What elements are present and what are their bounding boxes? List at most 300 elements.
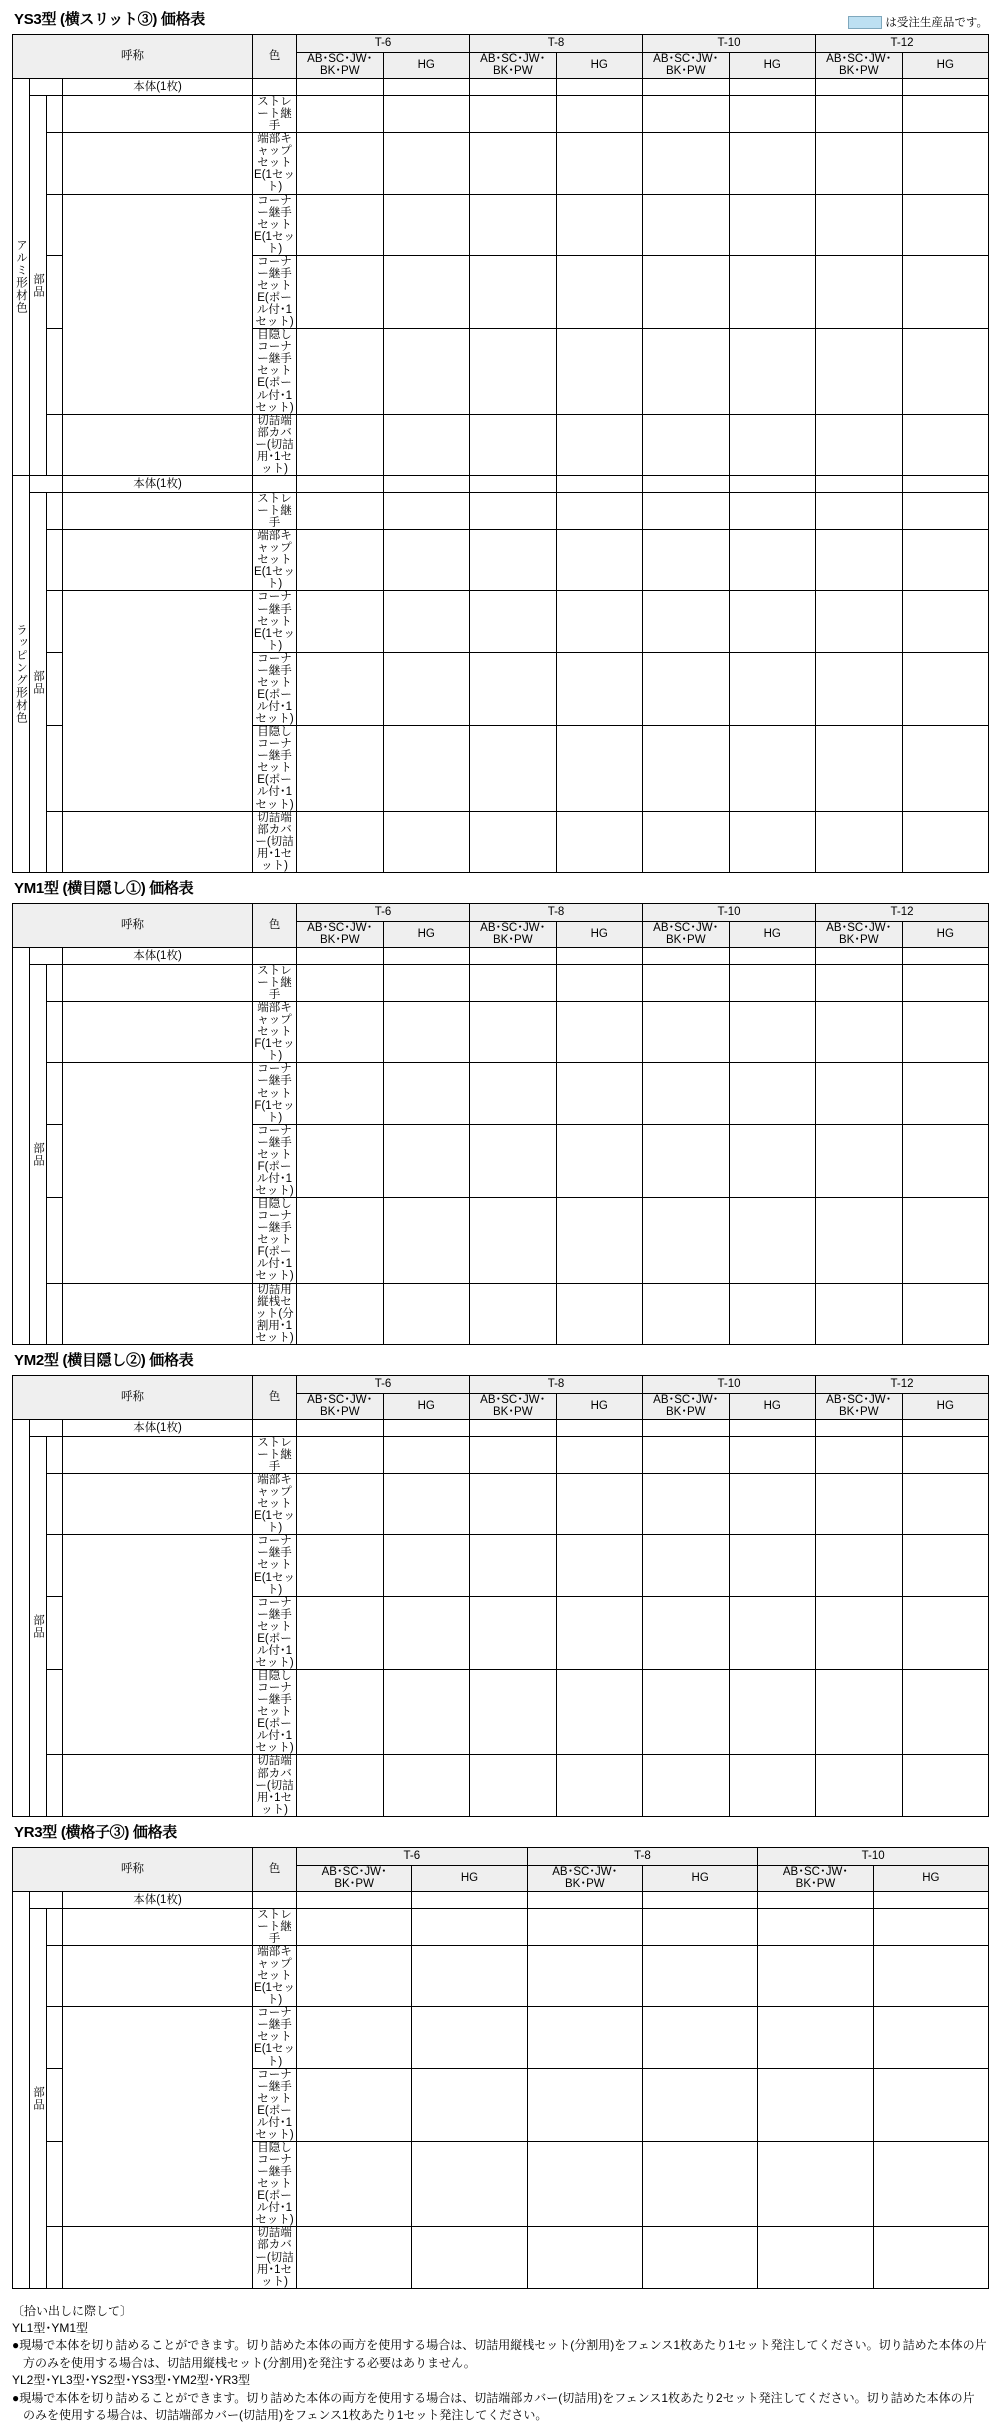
select-label: 選択 (152, 293, 164, 315)
col-header-color: 色 (253, 903, 297, 947)
price-cell (556, 1124, 643, 1197)
parts-label: 部品 (32, 669, 45, 695)
price-cell (758, 1908, 873, 1945)
col-header-name: 呼称 (13, 1847, 253, 1891)
note-line: 方のみを使用する場合は、切詰用縦桟セット(分割用)を発注する必要はありません。 (23, 2355, 476, 2370)
price-cell (816, 1436, 903, 1473)
price-cell (902, 964, 989, 1001)
section-title: YM2型 (横目隠し②) 価格表 (14, 1351, 194, 1369)
price-cell (556, 1002, 643, 1063)
col-header-size: T-6 (297, 903, 470, 921)
parts-label: 部品 (32, 1613, 45, 1639)
row-code-badge: D (47, 964, 63, 1001)
price-cell (383, 194, 470, 255)
table-row (13, 530, 989, 591)
parts-label-wrap (30, 96, 46, 475)
col-subheader-colors: AB･SC･JW･ BK･PW (816, 1393, 903, 1419)
price-cell (902, 726, 989, 811)
row-color-cell (297, 414, 384, 475)
col-header-size: T-10 (758, 1847, 989, 1865)
row-code-badge: E (47, 1002, 63, 1063)
price-cell (873, 1891, 988, 1908)
col-subheader-hg: HG (412, 1865, 527, 1891)
price-cell (556, 1283, 643, 1344)
col-header-name: 呼称 (13, 903, 253, 947)
price-cell (297, 1891, 412, 1908)
price-cell (729, 1535, 816, 1596)
spacer-cell (63, 1908, 253, 1945)
table-row (13, 1891, 989, 1908)
legend (848, 14, 988, 30)
price-cell (470, 726, 557, 811)
price-cell (902, 1063, 989, 1124)
select-label-wrap (63, 2007, 252, 2226)
price-cell (383, 1002, 470, 1063)
col-header-color: 色 (253, 1375, 297, 1419)
row-name: 目隠しコーナー継手セットE(ポール付･1セット) (253, 329, 297, 414)
col-subheader-colors: AB･SC･JW･ BK･PW (643, 1393, 730, 1419)
price-cell (643, 255, 730, 328)
section-title-row (12, 1821, 988, 1847)
price-cell (556, 492, 643, 529)
col-header-name: 呼称 (13, 35, 253, 79)
price-cell (556, 947, 643, 964)
col-subheader-hg: HG (729, 1393, 816, 1419)
price-cell (383, 964, 470, 1001)
row-name: 切詰用縦桟セット(分割用･1セット) (253, 1283, 297, 1344)
col-header-color: 色 (253, 1847, 297, 1891)
price-cell (902, 329, 989, 414)
price-cell (556, 1436, 643, 1473)
row-code-badge: G (47, 1198, 63, 1283)
col-subheader-colors: AB･SC･JW･ BK･PW (297, 921, 384, 947)
row-name: 切詰端部カバー(切詰用･1セット) (253, 2227, 297, 2288)
price-cell (642, 1945, 757, 2006)
price-cell (470, 475, 557, 492)
price-cell (902, 1755, 989, 1816)
select-label-cell (63, 591, 253, 811)
table-row (13, 1419, 989, 1436)
row-color-cell (297, 811, 384, 872)
price-cell (383, 530, 470, 591)
spacer-cell (63, 492, 253, 529)
note-line: YL2型･YL3型･YS2型･YS3型･YM2型･YR3型 (12, 2373, 251, 2388)
col-subheader-hg: HG (729, 921, 816, 947)
table-row (13, 591, 989, 652)
price-cell (902, 1124, 989, 1197)
row-name: 目隠しコーナー継手セットF(ポール付･1セット) (253, 1198, 297, 1283)
table-header-row (13, 1847, 989, 1865)
price-cell (729, 1198, 816, 1283)
col-subheader-hg: HG (902, 1393, 989, 1419)
select-label: 選択 (152, 2106, 164, 2128)
price-cell (902, 1002, 989, 1063)
table-row (13, 1755, 989, 1816)
col-header-size: T-10 (643, 35, 816, 53)
row-name: 本体(1枚) (63, 947, 253, 964)
price-cell (297, 79, 384, 96)
row-color-cell (297, 1908, 412, 1945)
row-code-badge: G (47, 652, 63, 725)
col-subheader-hg: HG (902, 52, 989, 78)
select-label-cell (63, 1535, 253, 1755)
price-cell (873, 2227, 988, 2288)
row-code-badge (47, 811, 63, 872)
row-name: 本体(1枚) (63, 1891, 253, 1908)
price-cell (902, 947, 989, 964)
price-cell (527, 1945, 642, 2006)
price-cell (816, 1596, 903, 1669)
select-label-wrap (63, 591, 252, 810)
row-name: コーナー継手セットE(ポール付･1セット) (253, 652, 297, 725)
col-subheader-colors: AB･SC･JW･ BK･PW (758, 1865, 873, 1891)
price-cell (729, 1474, 816, 1535)
price-cell (297, 947, 384, 964)
price-cell (729, 1002, 816, 1063)
note-line: ●現場で本体を切り詰めることができます。切り詰めた本体の両方を使用する場合は、切詰用縦桟セット(分割用)をフェンス1枚あたり1セット発注してください。切り詰めた本体の片 (12, 2338, 987, 2353)
price-cell (758, 2068, 873, 2141)
row-color-cell (297, 1474, 384, 1535)
price-cell (902, 255, 989, 328)
col-header-size: T-12 (816, 1375, 989, 1393)
row-color-cell (297, 329, 384, 414)
row-color-cell (297, 1596, 384, 1669)
price-cell (902, 492, 989, 529)
row-name: 端部キャップセットE(1セット) (254, 133, 295, 194)
row-code-badge: G (47, 2068, 63, 2141)
table-header-row (13, 903, 989, 921)
price-cell (873, 2068, 988, 2141)
spacer-cell (63, 2227, 253, 2288)
row-name: コーナー継手セットE(ポール付･1セット) (253, 255, 297, 328)
price-cell (643, 194, 730, 255)
price-cell (758, 2007, 873, 2068)
row-name: ストレート継手 (253, 96, 297, 133)
row-name: 切詰端部カバー(切詰用･1セット) (253, 1755, 297, 1816)
row-code-badge: C (30, 947, 63, 964)
price-cell (816, 1124, 903, 1197)
price-cell (470, 811, 557, 872)
price-cell (816, 964, 903, 1001)
price-cell (902, 530, 989, 591)
price-cell (556, 964, 643, 1001)
price-cell (470, 530, 557, 591)
price-cell (383, 475, 470, 492)
parts-label-wrap (30, 1437, 46, 1816)
row-color-cell (297, 1198, 384, 1283)
price-cell (643, 414, 730, 475)
row-name: コーナー継手セットE(ポール付･1セット) (253, 2068, 297, 2141)
price-cell (729, 726, 816, 811)
select-label-wrap (63, 1063, 252, 1282)
col-subheader-colors: AB･SC･JW･ BK･PW (643, 921, 730, 947)
price-cell (556, 1596, 643, 1669)
price-cell (729, 96, 816, 133)
price-cell (729, 1124, 816, 1197)
price-section (12, 1349, 988, 1817)
price-cell (383, 1670, 470, 1755)
select-label-wrap (63, 195, 252, 414)
price-cell (643, 1002, 730, 1063)
col-subheader-colors: AB･SC･JW･ BK･PW (470, 52, 557, 78)
price-cell (643, 1755, 730, 1816)
col-subheader-colors: AB･SC･JW･ BK･PW (643, 52, 730, 78)
row-code-badge: E (47, 1474, 63, 1535)
row-code-badge: E (47, 1945, 63, 2006)
spacer-cell (63, 964, 253, 1001)
price-cell (383, 1419, 470, 1436)
col-subheader-colors: AB･SC･JW･ BK･PW (297, 1393, 384, 1419)
row-color-cell (253, 79, 297, 96)
section-title-row (12, 877, 988, 903)
row-color-cell (297, 1002, 384, 1063)
row-code-badge: D (47, 96, 63, 133)
col-header-size: T-8 (470, 1375, 643, 1393)
parts-label-cell (30, 96, 47, 476)
table-row (13, 811, 989, 872)
row-color-cell (253, 1419, 297, 1436)
price-cell (556, 1474, 643, 1535)
price-cell (816, 1535, 903, 1596)
row-code-badge: G (47, 329, 63, 414)
price-cell (642, 1891, 757, 1908)
price-cell (902, 1283, 989, 1344)
parts-label-cell (30, 1436, 47, 1816)
spacer-cell (63, 1283, 253, 1344)
row-code-badge: D (47, 1908, 63, 1945)
price-cell (383, 811, 470, 872)
price-cell (729, 1596, 816, 1669)
price-cell (816, 255, 903, 328)
price-cell (729, 1755, 816, 1816)
col-subheader-colors: AB･SC･JW･ BK･PW (527, 1865, 642, 1891)
price-cell (556, 1198, 643, 1283)
price-table (12, 34, 989, 873)
price-cell (816, 1474, 903, 1535)
price-cell (470, 947, 557, 964)
table-row (13, 1908, 989, 1945)
price-section (12, 877, 988, 1345)
price-cell (383, 133, 470, 194)
section-title: YR3型 (横格子③) 価格表 (14, 1823, 178, 1841)
price-cell (643, 1436, 730, 1473)
price-cell (556, 591, 643, 652)
price-cell (643, 1124, 730, 1197)
price-cell (873, 1945, 988, 2006)
select-label-cell (63, 1063, 253, 1283)
row-name: ストレート継手 (253, 1436, 297, 1473)
spacer-cell (63, 1002, 253, 1063)
spacer-cell (63, 133, 253, 194)
spacer-cell (63, 530, 253, 591)
price-cell (383, 1535, 470, 1596)
select-label-cell (63, 2007, 253, 2227)
row-color-cell (297, 1535, 384, 1596)
row-color-cell (297, 2227, 412, 2288)
legend-label: は受注生産品です。 (885, 17, 988, 29)
row-code-badge (47, 1755, 63, 1816)
price-cell (556, 652, 643, 725)
row-code-badge: F (47, 194, 63, 255)
group-label-cell-empty (13, 1419, 30, 1816)
price-cell (873, 2141, 988, 2226)
row-name: ストレート継手 (253, 1908, 297, 1945)
price-cell (873, 2007, 988, 2068)
price-table (12, 1375, 989, 1817)
price-cell (816, 947, 903, 964)
price-cell (383, 329, 470, 414)
table-row (13, 133, 989, 194)
price-cell (816, 133, 903, 194)
price-cell (556, 79, 643, 96)
legend-swatch-icon (848, 16, 882, 29)
group-label-cell (13, 79, 30, 476)
row-color-cell (253, 947, 297, 964)
row-color-cell (253, 475, 297, 492)
table-row (13, 2227, 989, 2288)
row-code-badge: E (47, 530, 63, 591)
row-code-badge: G (47, 726, 63, 811)
price-cell (470, 1474, 557, 1535)
price-cell (729, 530, 816, 591)
price-cell (556, 1063, 643, 1124)
price-cell (470, 1002, 557, 1063)
table-row (13, 194, 989, 255)
price-section (12, 1821, 988, 2289)
price-cell (816, 492, 903, 529)
price-cell (902, 475, 989, 492)
price-cell (816, 96, 903, 133)
price-cell (297, 1419, 384, 1436)
row-code-badge: D (47, 1436, 63, 1473)
price-cell (643, 475, 730, 492)
row-color-cell (297, 1124, 384, 1197)
row-name: コーナー継手セットE(ポール付･1セット) (253, 1596, 297, 1669)
table-row (13, 475, 989, 492)
col-subheader-hg: HG (383, 52, 470, 78)
section-title-row (12, 8, 988, 34)
section-title-row (12, 1349, 988, 1375)
price-cell (729, 255, 816, 328)
col-subheader-colors: AB･SC･JW･ BK･PW (816, 52, 903, 78)
price-cell (816, 1283, 903, 1344)
price-cell (873, 1908, 988, 1945)
price-cell (556, 811, 643, 872)
price-cell (470, 591, 557, 652)
row-name: コーナー継手セットF(1セット) (254, 1063, 295, 1124)
price-cell (902, 194, 989, 255)
price-cell (383, 947, 470, 964)
table-row (13, 2007, 989, 2068)
table-row (13, 964, 989, 1001)
price-cell (643, 329, 730, 414)
price-cell (729, 652, 816, 725)
price-cell (412, 1945, 527, 2006)
note-line: ●現場で本体を切り詰めることができます。切り詰めた本体の両方を使用する場合は、切詰端部カバー(切詰用)をフェンス1枚あたり2セット発注してください。切り詰めた本体の片 (12, 2390, 975, 2405)
price-cell (729, 1670, 816, 1755)
row-code-badge: G (47, 1124, 63, 1197)
spacer-cell (63, 414, 253, 475)
col-header-size: T-10 (643, 903, 816, 921)
row-name: 本体(1枚) (63, 475, 253, 492)
price-cell (556, 1419, 643, 1436)
row-color-cell (297, 1755, 384, 1816)
price-cell (470, 133, 557, 194)
price-cell (643, 1198, 730, 1283)
price-cell (556, 530, 643, 591)
group-label-wrap (13, 476, 29, 872)
col-header-size: T-6 (297, 1847, 528, 1865)
row-code-badge: F (47, 2007, 63, 2068)
col-header-size: T-12 (816, 35, 989, 53)
price-cell (412, 2007, 527, 2068)
price-cell (729, 194, 816, 255)
parts-label: 部品 (32, 2085, 45, 2111)
row-color-cell (297, 133, 384, 194)
price-cell (902, 1474, 989, 1535)
price-cell (816, 1002, 903, 1063)
price-cell (383, 414, 470, 475)
price-cell (816, 329, 903, 414)
price-cell (902, 1436, 989, 1473)
price-cell (902, 652, 989, 725)
note-line: のみを使用する場合は、切詰端部カバー(切詰用)をフェンス1枚あたり1セット発注してください。 (23, 2408, 548, 2423)
price-cell (729, 1436, 816, 1473)
price-cell (902, 811, 989, 872)
table-row (13, 79, 989, 96)
price-cell (643, 1063, 730, 1124)
parts-label-wrap (30, 493, 46, 872)
section-title: YS3型 (横スリット③) 価格表 (14, 11, 205, 28)
row-code-badge: G (47, 1596, 63, 1669)
price-cell (729, 329, 816, 414)
col-subheader-colors: AB･SC･JW･ BK･PW (297, 1865, 412, 1891)
spacer-cell (63, 1945, 253, 2006)
col-header-size: T-8 (470, 35, 643, 53)
price-cell (412, 2227, 527, 2288)
price-cell (383, 1436, 470, 1473)
price-cell (729, 492, 816, 529)
table-row (13, 1002, 989, 1063)
row-color-cell (297, 492, 384, 529)
price-cell (383, 652, 470, 725)
price-cell (643, 964, 730, 1001)
price-cell (470, 1670, 557, 1755)
row-color-cell (297, 1670, 384, 1755)
price-cell (556, 1755, 643, 1816)
row-name: 本体(1枚) (63, 79, 253, 96)
price-cell (729, 1419, 816, 1436)
parts-label-cell (30, 492, 47, 872)
group-label-cell-empty (13, 1891, 30, 2288)
row-name: 端部キャップセットF(1セット) (254, 1002, 295, 1063)
price-cell (902, 1198, 989, 1283)
price-cell (902, 591, 989, 652)
price-cell (643, 726, 730, 811)
price-cell (383, 255, 470, 328)
row-name: 切詰端部カバー(切詰用･1セット) (253, 811, 297, 872)
price-cell (383, 492, 470, 529)
price-cell (643, 1596, 730, 1669)
price-cell (470, 1419, 557, 1436)
price-cell (816, 1419, 903, 1436)
table-row (13, 1945, 989, 2006)
row-color-cell (297, 726, 384, 811)
price-cell (556, 726, 643, 811)
row-code-badge: G (47, 1670, 63, 1755)
row-name: 目隠しコーナー継手セットE(ポール付･1セット) (253, 1670, 297, 1755)
price-cell (642, 2141, 757, 2226)
